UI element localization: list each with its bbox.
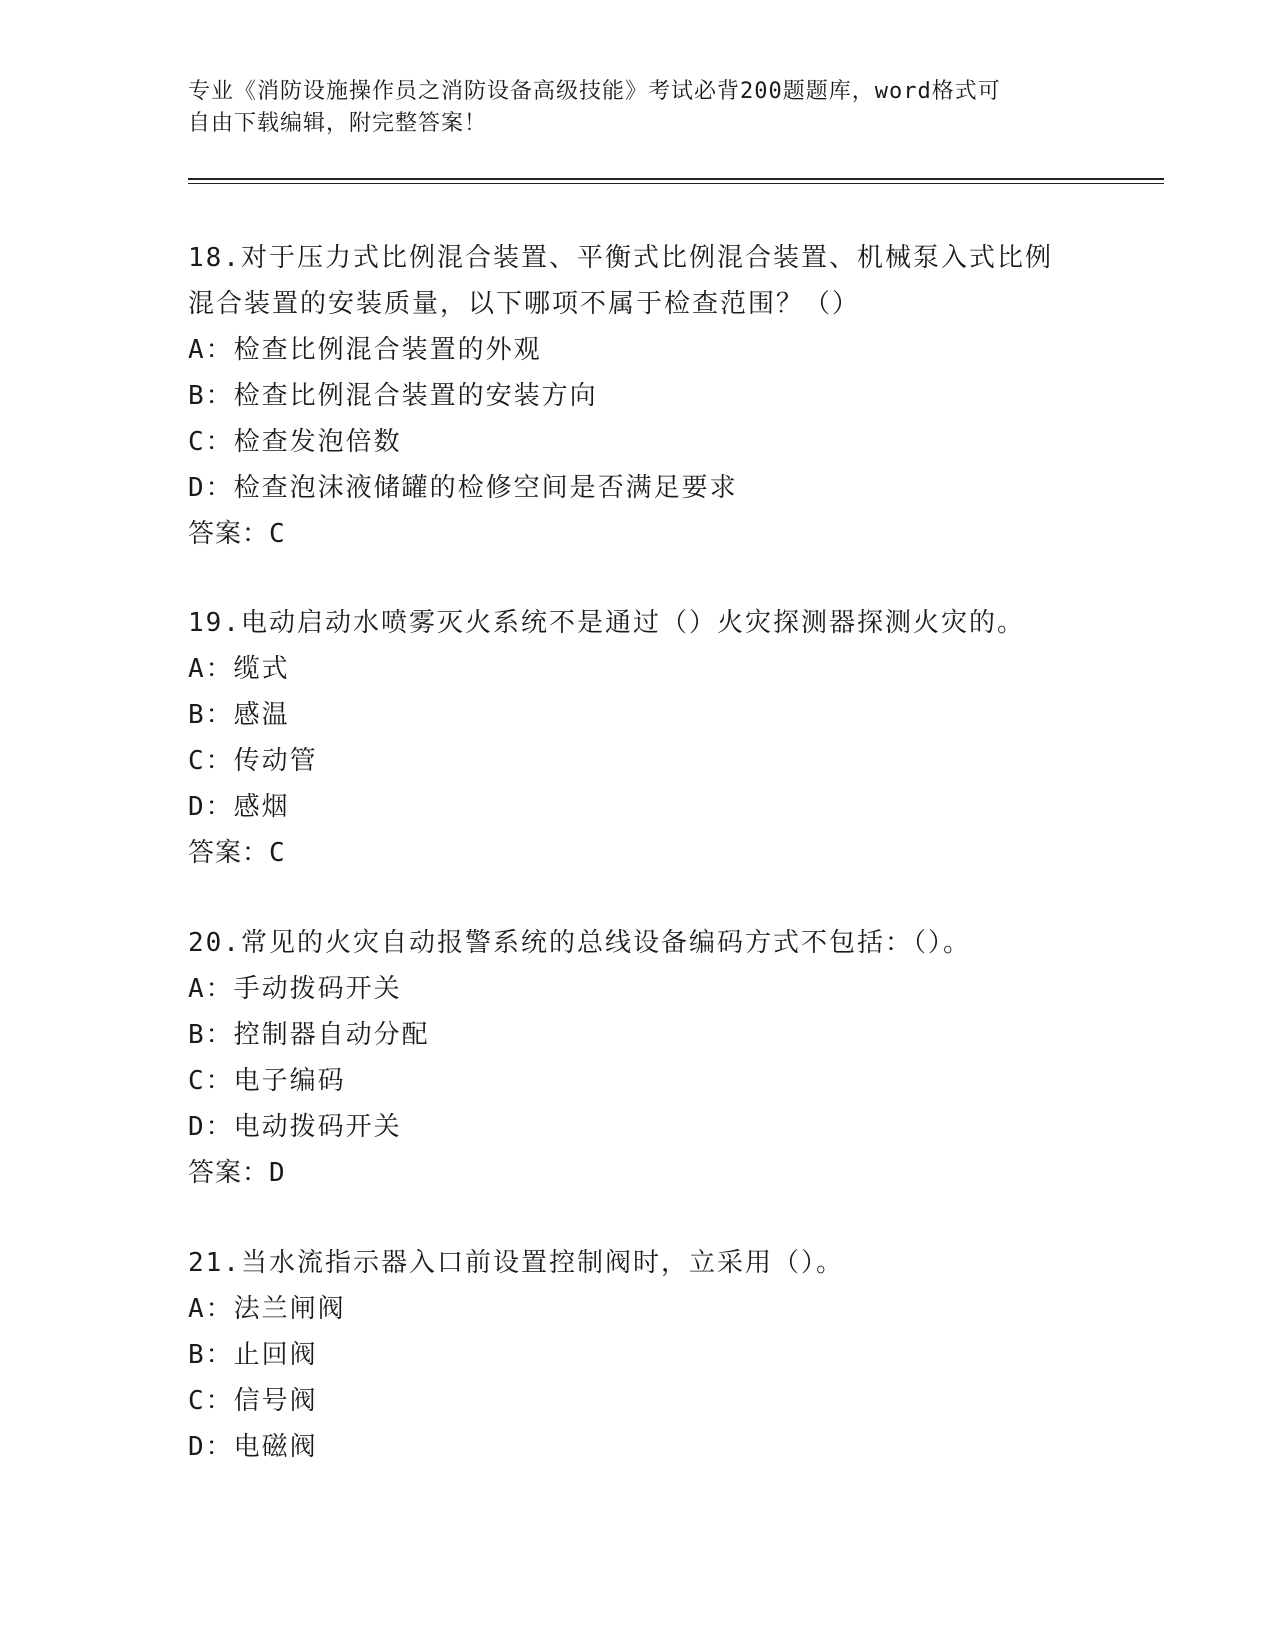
option-d: D：电磁阀: [188, 1432, 318, 1462]
answer-line: [188, 1150, 1088, 1196]
question-stem-line-2: 混合装置的安装质量，以下哪项不属于检查范围？（）: [188, 289, 861, 319]
option-b: B：止回阀: [188, 1340, 318, 1370]
answer-value: D: [269, 1158, 286, 1188]
answer-value: C: [269, 519, 286, 549]
answer-line: [188, 830, 1088, 876]
option-a: A：缆式: [188, 654, 290, 684]
question-stem-line-1: 21.当水流指示器入口前设置控制阀时，立采用（）。: [188, 1248, 844, 1278]
option-b: B：控制器自动分配: [188, 1020, 430, 1050]
header-divider-bottom: [188, 183, 1164, 184]
question-18: [188, 235, 1088, 557]
header-divider-top: [188, 178, 1164, 180]
document-header: [188, 76, 1078, 140]
question-stem-line-1: 19.电动启动水喷雾灭火系统不是通过（）火灾探测器探测火灾的。: [188, 608, 1025, 638]
option-c: C：传动管: [188, 746, 318, 776]
question-19: [188, 600, 1088, 876]
header-intro-line-1: 专业《消防设施操作员之消防设备高级技能》考试必背200题题库，word格式可: [188, 79, 1001, 104]
option-c: C：检查发泡倍数: [188, 427, 402, 457]
header-intro-line-2: 自由下载编辑，附完整答案！: [188, 111, 488, 136]
option-c: C：电子编码: [188, 1066, 346, 1096]
answer-line: [188, 511, 1088, 557]
option-b: B：感温: [188, 700, 290, 730]
question-21: [188, 1240, 1088, 1470]
option-d: D：感烟: [188, 792, 290, 822]
answer-label: 答案：: [188, 519, 270, 549]
question-stem-line-1: 20.常见的火灾自动报警系统的总线设备编码方式不包括：（）。: [188, 928, 971, 958]
option-d: D：检查泡沫液储罐的检修空间是否满足要求: [188, 473, 738, 503]
option-a: A：法兰闸阀: [188, 1294, 346, 1324]
question-20: [188, 920, 1088, 1196]
question-stem-line-1: 18.对于压力式比例混合装置、平衡式比例混合装置、机械泵入式比例: [188, 243, 1053, 273]
option-b: B：检查比例混合装置的安装方向: [188, 381, 598, 411]
option-c: C：信号阀: [188, 1386, 318, 1416]
option-a: A：检查比例混合装置的外观: [188, 335, 542, 365]
option-a: A：手动拨码开关: [188, 974, 402, 1004]
answer-label: 答案：: [188, 1158, 270, 1188]
answer-label: 答案：: [188, 838, 270, 868]
answer-value: C: [269, 838, 286, 868]
option-d: D：电动拨码开关: [188, 1112, 402, 1142]
